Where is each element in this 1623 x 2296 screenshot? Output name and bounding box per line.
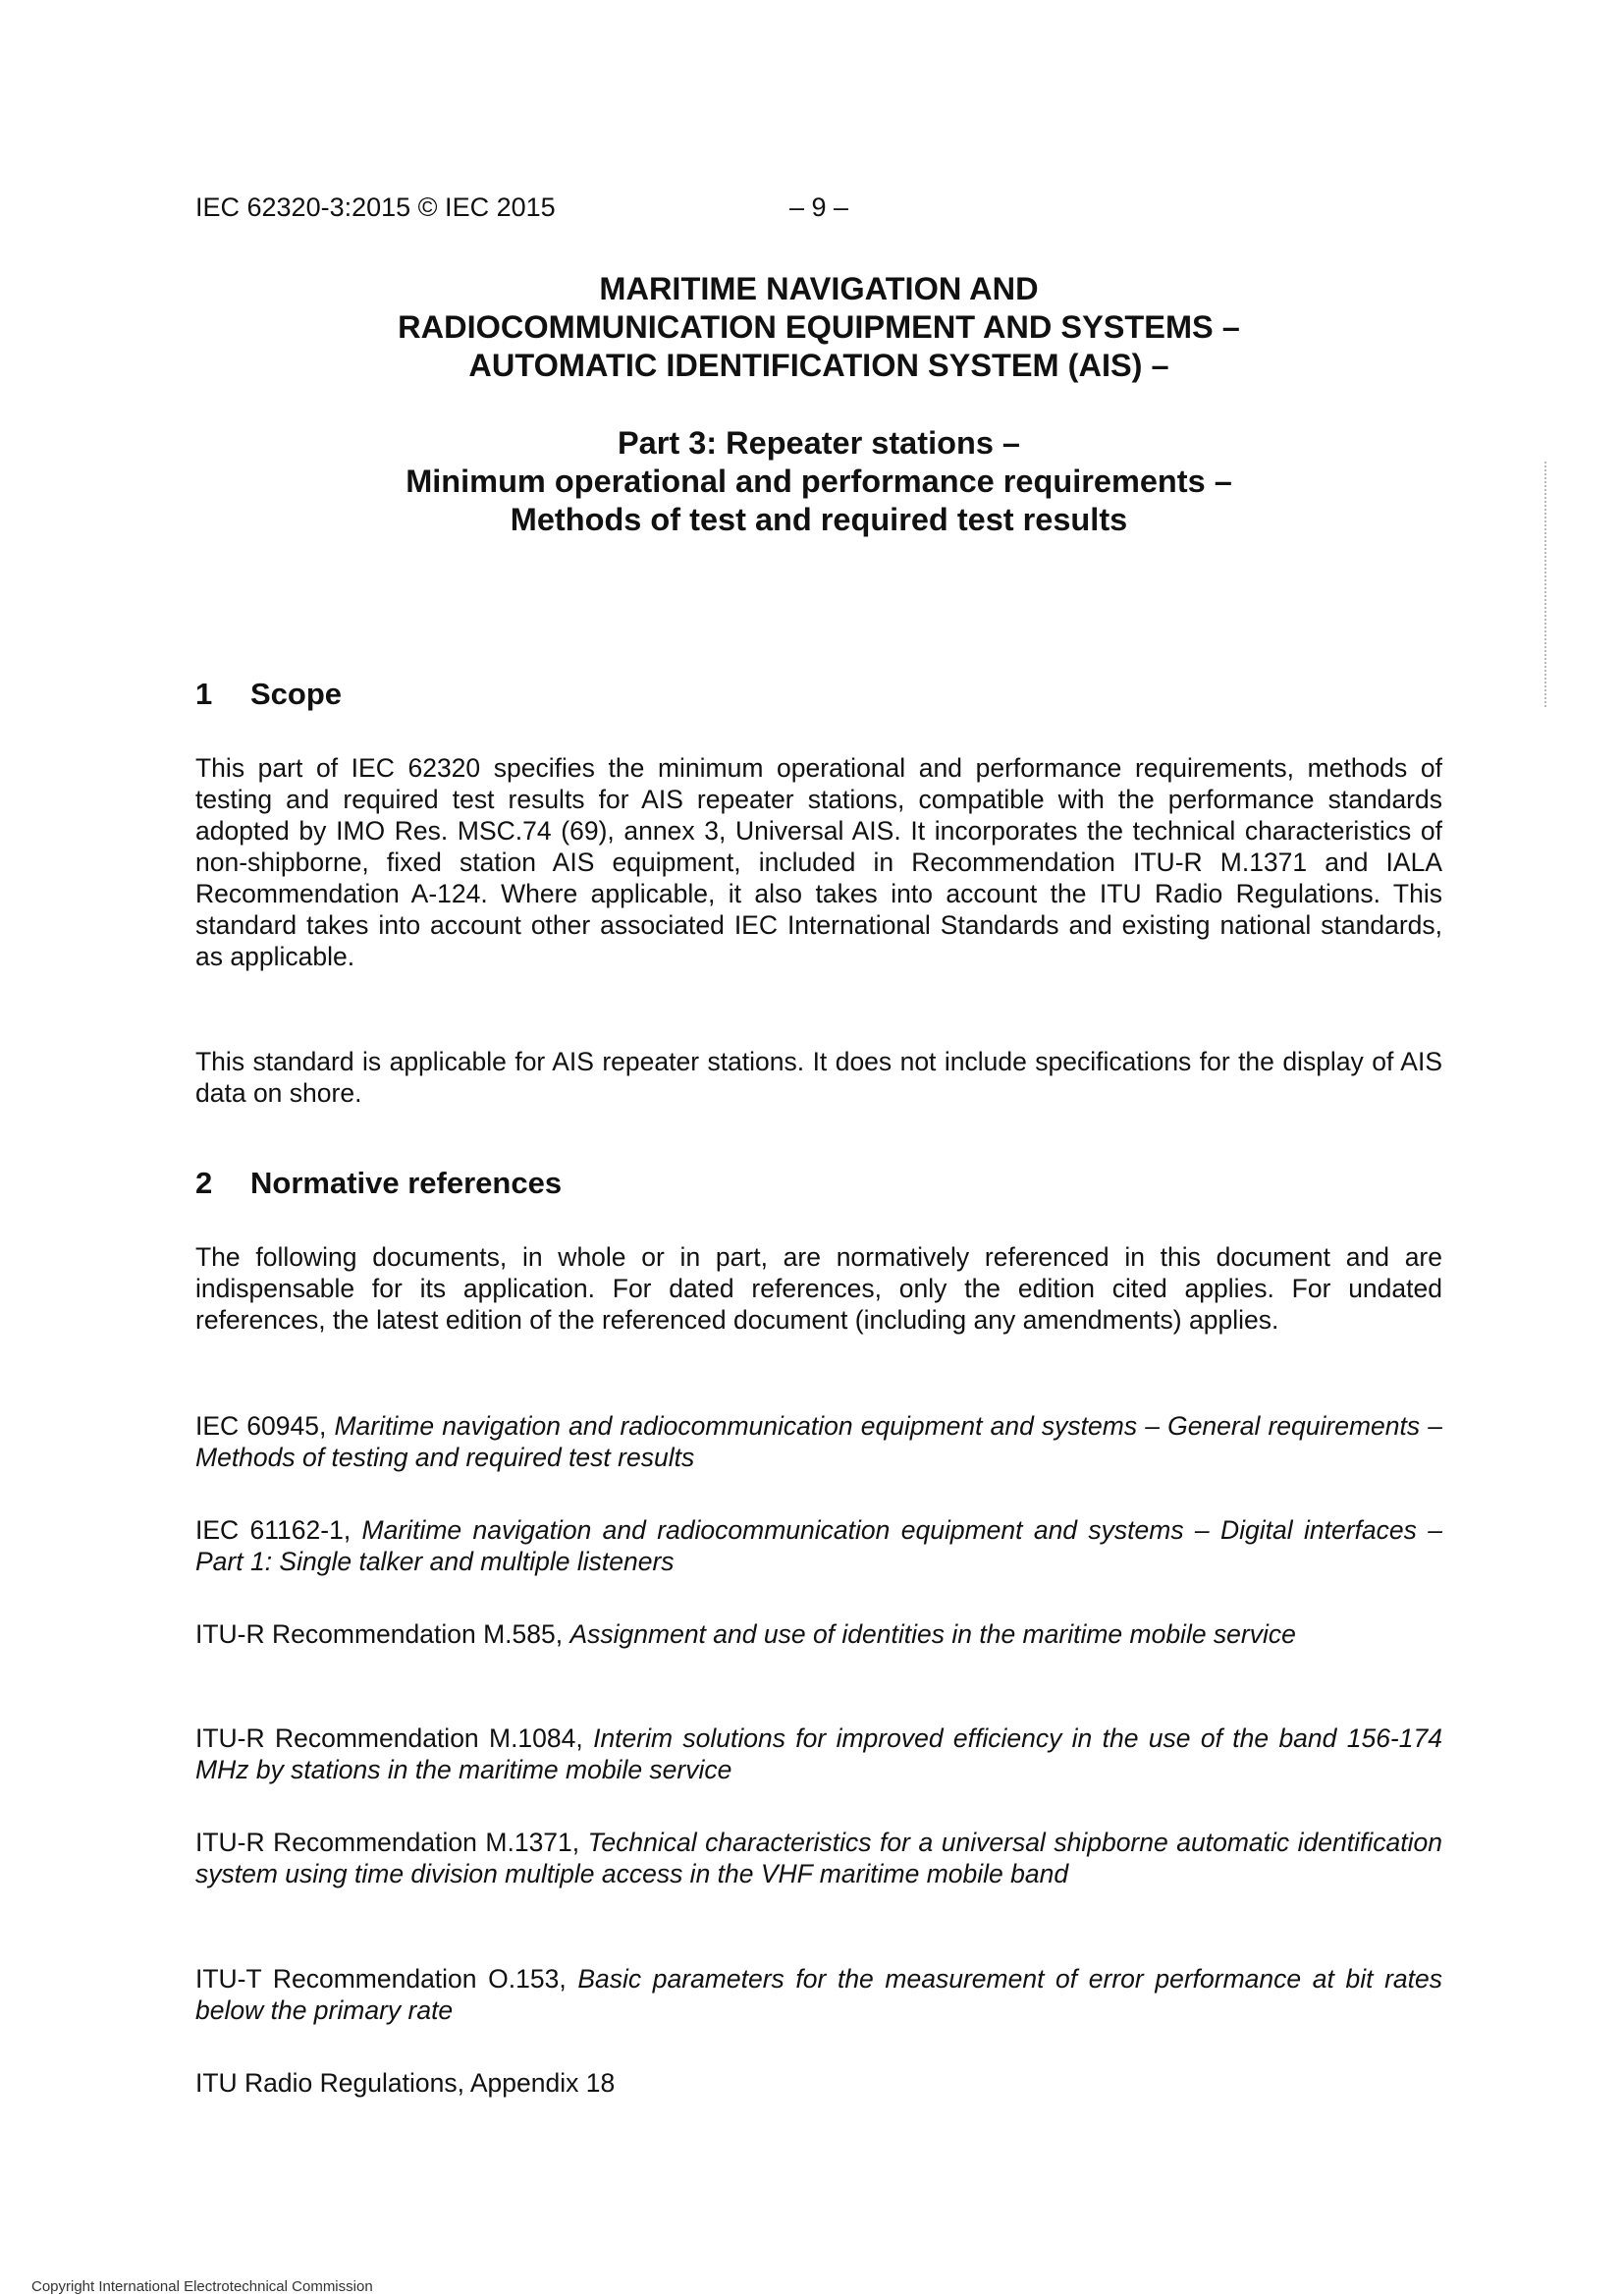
reference-id: IEC 61162-1, — [195, 1515, 352, 1545]
normative-intro-paragraph: The following documents, in whole or in part, are normatively referenced in this document and are indispensable for its application. For dated references, only the edition cited applies. For undated references, the latest edition of the referenced document (including any amendments) applies. — [195, 1242, 1442, 1335]
margin-mark — [1544, 462, 1548, 707]
title-line-3: AUTOMATIC IDENTIFICATION SYSTEM (AIS) – — [468, 348, 1169, 383]
footer-copyright: Copyright International Electrotechnical Commission — [31, 2278, 373, 2295]
reference-title: Assignment and use of identities in the maritime mobile service — [569, 1619, 1296, 1649]
section-2-heading — [195, 1166, 562, 1201]
reference-title: Maritime navigation and radiocommunication equipment and systems – General requirements – Methods of testing and required test results — [195, 1411, 1442, 1472]
reference-item — [195, 1618, 1442, 1650]
reference-id: ITU-R Recommendation M.1084, — [195, 1723, 583, 1753]
document-title — [195, 270, 1442, 385]
reference-title: Technical characteristics for a universal shipborne automatic identification system using time division multiple access in the VHF maritime mobile band — [195, 1828, 1442, 1888]
reference-title: Basic parameters for the measurement of error performance at bit rates below the primary rate — [195, 1964, 1442, 2025]
reference-item — [195, 1514, 1442, 1577]
header-page-number: – 9 – — [789, 192, 849, 222]
reference-item — [195, 1410, 1442, 1473]
section-number: 1 — [195, 677, 213, 711]
reference-title: Interim solutions for improved efficiency in the use of the band 156-174 MHz by stations in the maritime mobile service — [195, 1723, 1442, 1784]
section-title: Scope — [250, 677, 343, 711]
section-title: Normative references — [250, 1166, 563, 1200]
subtitle-line-1: Part 3: Repeater stations – — [617, 425, 1020, 461]
header-standard-id: IEC 62320-3:2015 © IEC 2015 — [195, 192, 556, 222]
reference-id: ITU-T Recommendation O.153, — [195, 1964, 567, 1994]
section-1-heading — [195, 677, 342, 712]
subtitle-line-3: Methods of test and required test results — [510, 502, 1128, 537]
reference-item — [195, 1827, 1442, 1889]
reference-item — [195, 1963, 1442, 2026]
subtitle-line-2: Minimum operational and performance requirements – — [406, 464, 1232, 499]
reference-id: ITU-R Recommendation M.585, — [195, 1619, 564, 1649]
page-header — [195, 192, 1442, 232]
section-number: 2 — [195, 1166, 213, 1200]
document-subtitle — [195, 424, 1442, 539]
scope-paragraph-1: This part of IEC 62320 specifies the minimum operational and performance requirements, methods of testing and required test results for AIS repeater stations, compatible with the performance standards adopted by IMO Res. MSC.74 (69), annex 3, Universal AIS. It incorporates the technical characteristics of non-shipborne, fixed station AIS equipment, included in Recommendation ITU-R M.1371 and IALA Recommendation A-124. Where applicable, it also takes into account the ITU Radio Regulations. This standard takes into account other associated IEC International Standards and existing national standards, as applicable. — [195, 753, 1442, 971]
reference-id: IEC 60945, — [195, 1411, 327, 1441]
reference-item — [195, 2067, 1442, 2099]
reference-id: ITU-R Recommendation M.1371, — [195, 1828, 580, 1857]
title-line-1: MARITIME NAVIGATION AND — [599, 271, 1039, 306]
reference-id: ITU Radio Regulations, Appendix 18 — [195, 2068, 616, 2098]
scope-paragraph-2: This standard is applicable for AIS repeater stations. It does not include specifications for the display of AIS data on shore. — [195, 1047, 1442, 1108]
title-line-2: RADIOCOMMUNICATION EQUIPMENT AND SYSTEMS – — [398, 309, 1240, 345]
reference-title: Maritime navigation and radiocommunication equipment and systems – Digital interfaces – Part 1: Single talker and multiple listeners — [195, 1515, 1442, 1576]
reference-item — [195, 1722, 1442, 1785]
